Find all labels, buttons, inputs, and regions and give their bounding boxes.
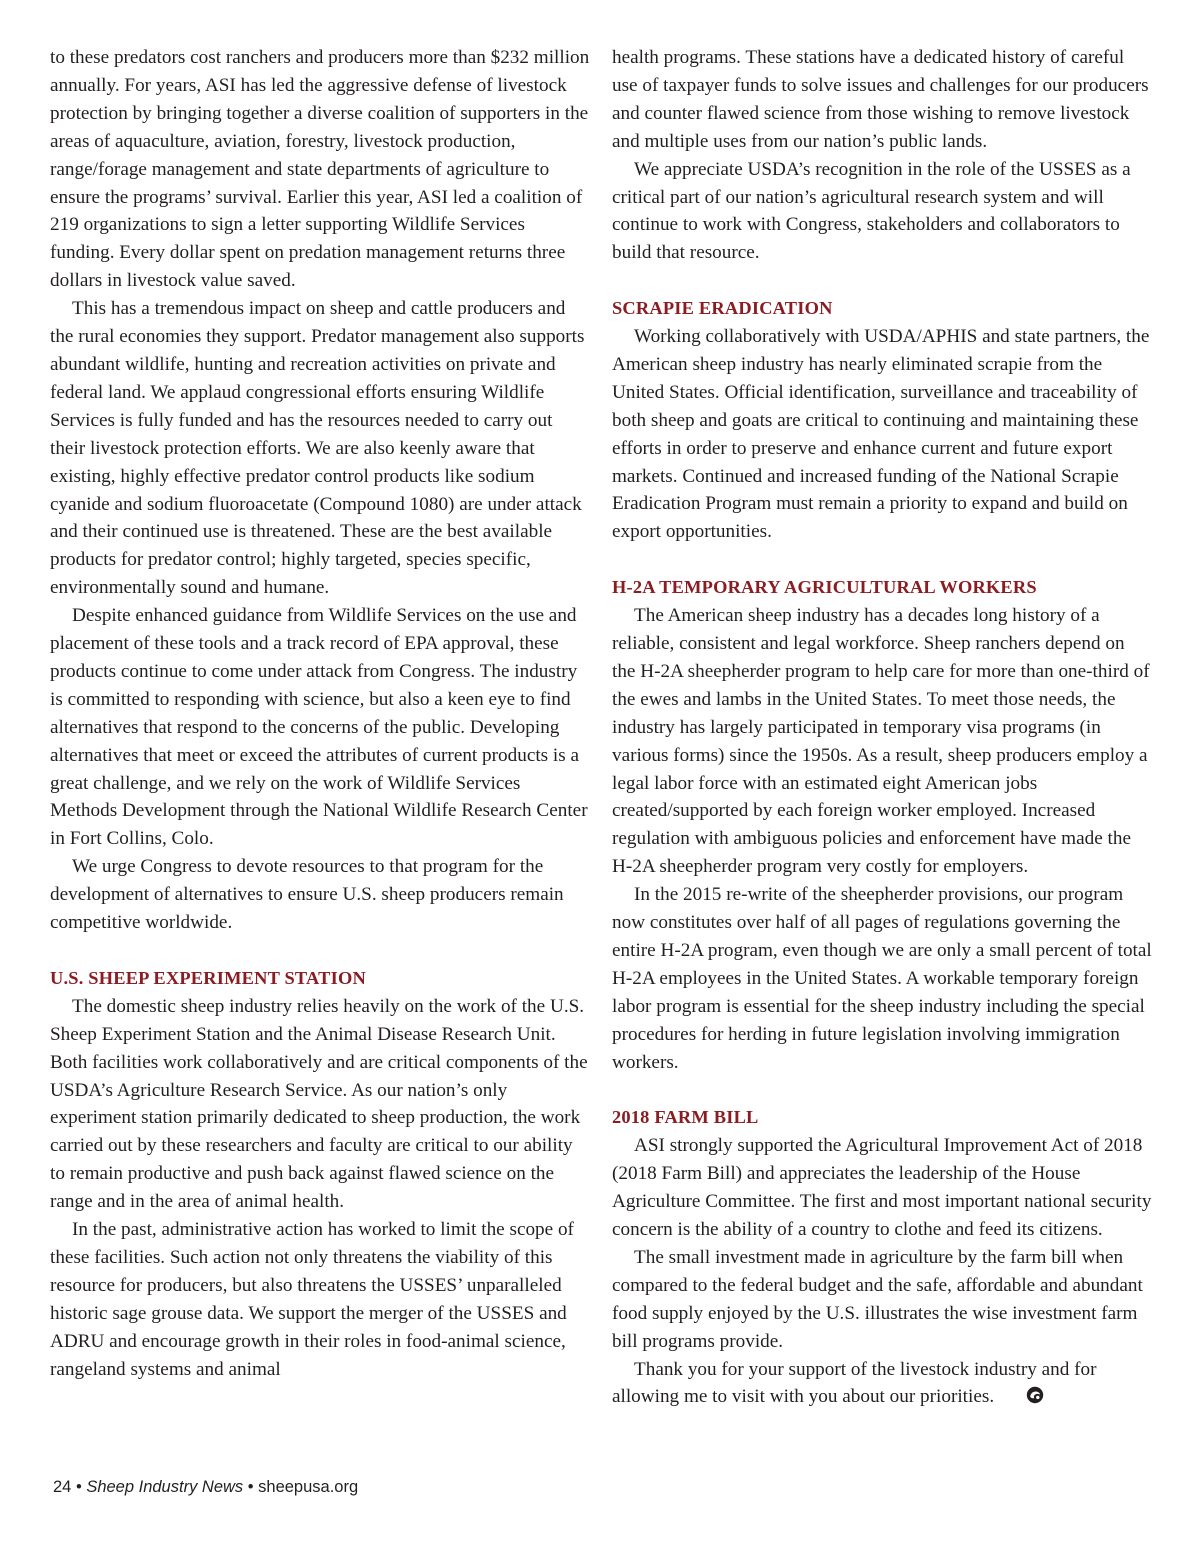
- page-footer: [53, 1478, 358, 1497]
- body-paragraph: We urge Congress to devote resources to that program for the development of alternatives to ensure U.S. sheep producers remain competitive worldwide.: [50, 856, 564, 934]
- section-heading-farm-bill: 2018 FARM BILL: [612, 1107, 759, 1128]
- body-paragraph: In the past, administrative action has worked to limit the scope of these facilities. Such action not only threatens the viability of this resource for producers, but also threatens the USSES’ unparalleled historic sage grouse data. We support the merger of the USSES and ADRU and encourage growth in their roles in food-animal science, rangeland systems and animal: [50, 1219, 574, 1380]
- body-paragraph: This has a tremendous impact on sheep and cattle producers and the rural economies they support. Predator management also supports abundant wildlife, hunting and recreation activities on private and federal land. We applaud congressional efforts ensuring Wildlife Services is fully funded and has the resources needed to carry out their livestock protection efforts. We are also keenly aware that existing, highly effective predator control products like sodium cyanide and sodium fluoroacetate (Compound 1080) are under attack and their continued use is threatened. These are the best available products for predator control; highly targeted, species specific, environmentally sound and humane.: [50, 298, 585, 599]
- website-link[interactable]: sheepusa.org: [258, 1478, 359, 1496]
- footer-separator: •: [75, 1478, 82, 1496]
- closing-text: Thank you for your support of the livestock industry and for allowing me to visit with you about our priorities.: [612, 1358, 1097, 1408]
- publication-name: Sheep Industry News: [86, 1478, 244, 1496]
- closing-paragraph: [612, 1356, 1152, 1412]
- body-paragraph: Working collaboratively with USDA/APHIS and state partners, the American sheep industry has nearly eliminated scrapie from the United States. Official identification, surveillance and traceability of both sheep and goats are critical to continuing and maintaining these efforts in order to preserve and enhance current and future export markets. Continued and increased funding of the National Scrapie Eradication Program must remain a priority to expand and build on export opportunities.: [612, 326, 1150, 543]
- body-paragraph: In the 2015 re-write of the sheepherder provisions, our program now constitutes over half of all pages of regulations governing the entire H-2A program, even though we are only a small percent of total H-2A employees in the United States. A workable temporary foreign labor program is essential for the sheep industry including the special procedures for herding in future legislation involving immigration workers.: [612, 884, 1152, 1073]
- body-paragraph: Despite enhanced guidance from Wildlife Services on the use and placement of these tools and a track record of EPA approval, these products continue to come under attack from Congress. The industry is committed to responding with science, but also a keen eye to find alternatives that respond to the concerns of the public. Developing alternatives that meet or exceed the attributes of current products is a great challenge, and we rely on the work of Wildlife Services Methods Development through the National Wildlife Research Center in Fort Collins, Colo.: [50, 605, 588, 850]
- left-column: [50, 44, 590, 1383]
- body-paragraph: to these predators cost ranchers and producers more than $232 million annually. For years, ASI has led the aggressive defense of livestock protection by bringing together a diverse coalition of supporters in the areas of aquaculture, aviation, forestry, livestock production, range/forage management and state departments of agriculture to ensure the programs’ survival. Earlier this year, ASI led a coalition of 219 organizations to sign a letter supporting Wildlife Services funding. Every dollar spent on predation management returns three dollars in livestock value saved.: [50, 47, 590, 292]
- body-paragraph: ASI strongly supported the Agricultural Improvement Act of 2018 (2018 Farm Bill) and appreciates the leadership of the House Agriculture Committee. The first and most important national security concern is the ability of a country to clothe and feed its citizens.: [612, 1135, 1152, 1241]
- sheep-logo-icon: [1004, 1385, 1022, 1403]
- section-heading-h2a: H-2A TEMPORARY AGRICULTURAL WORKERS: [612, 577, 1037, 598]
- footer-separator: •: [247, 1478, 254, 1496]
- page-number: 24: [53, 1478, 72, 1496]
- body-paragraph: The domestic sheep industry relies heavily on the work of the U.S. Sheep Experiment Station and the Animal Disease Research Unit. Both facilities work collaboratively and are critical components of the USDA’s Agriculture Research Service. As our nation’s only experiment station primarily dedicated to sheep production, the work carried out by these researchers and faculty are critical to our ability to remain productive and push back against flawed science on the range and in the area of animal health.: [50, 995, 588, 1213]
- body-paragraph: We appreciate USDA’s recognition in the role of the USSES as a critical part of our nation’s agricultural research system and will continue to work with Congress, stakeholders and collaborators to build that resource.: [612, 158, 1131, 264]
- body-paragraph: The American sheep industry has a decades long history of a reliable, consistent and legal workforce. Sheep ranchers depend on the H-2A sheepherder program to help care for more than one-third of the ewes and lambs in the United States. To meet those needs, the industry has largely participated in temporary visa programs (in various forms) since the 1950s. As a result, sheep producers employ a legal labor force with an estimated eight American jobs created/supported by each foreign worker employed. Increased regulation with ambiguous policies and enforcement have made the H-2A sheepherder program very costly for employers.: [612, 605, 1150, 878]
- body-paragraph: The small investment made in agriculture by the farm bill when compared to the federal budget and the safe, affordable and abundant food supply enjoyed by the U.S. illustrates the wise investment farm bill programs provide.: [612, 1246, 1143, 1352]
- section-heading-usses: U.S. SHEEP EXPERIMENT STATION: [50, 967, 366, 988]
- section-heading-scrapie: SCRAPIE ERADICATION: [612, 298, 833, 319]
- body-paragraph: health programs. These stations have a dedicated history of careful use of taxpayer funds to solve issues and challenges for our producers and counter flawed science from those wishing to remove livestock and multiple uses from our nation’s public lands.: [612, 47, 1149, 152]
- right-column: [612, 44, 1152, 1411]
